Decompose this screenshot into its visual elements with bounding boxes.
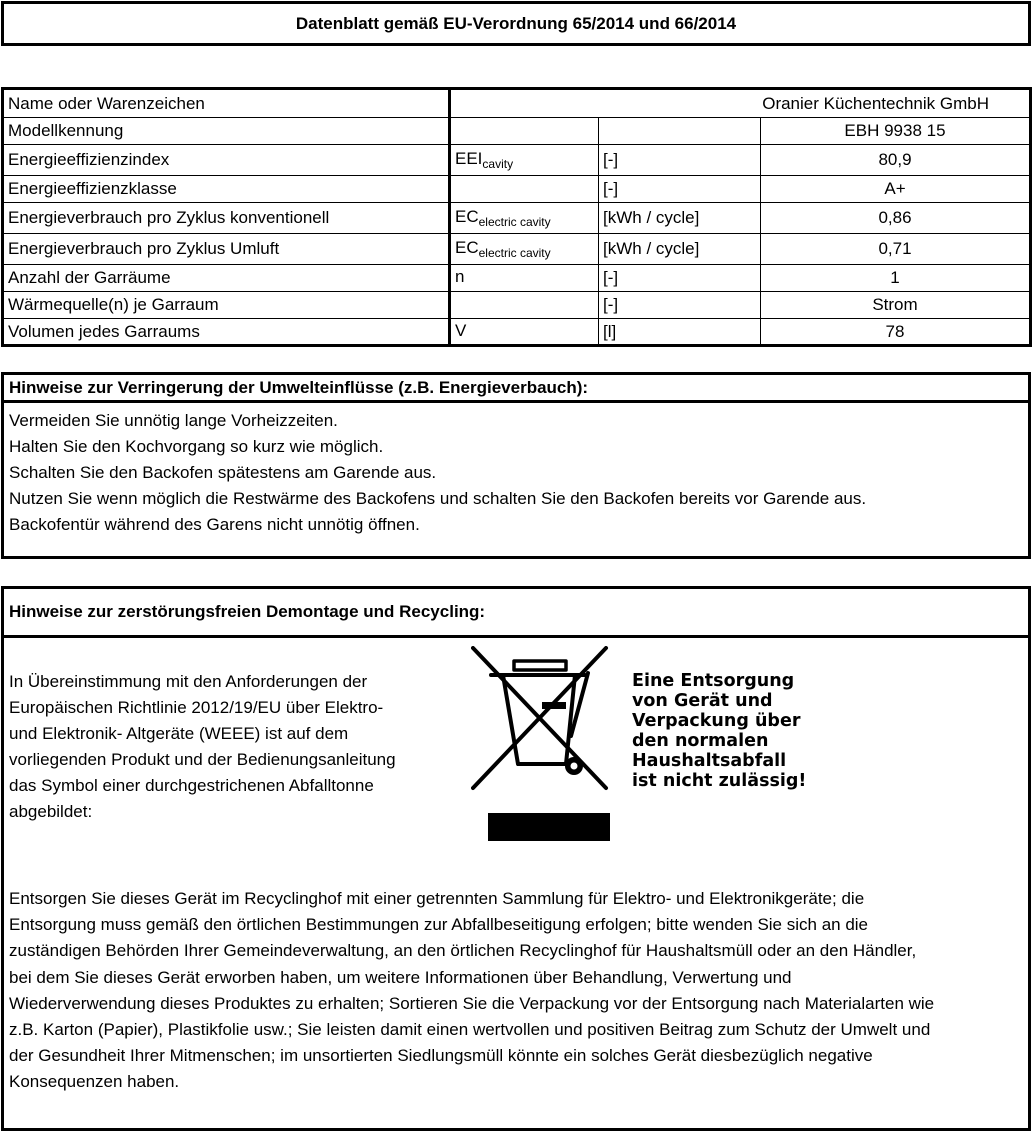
spec-unit: [-] xyxy=(599,145,761,176)
table-row xyxy=(3,265,1031,292)
spec-symbol: $EEI_{cavity}$ xyxy=(450,145,599,176)
spec-label: Energieverbrauch pro Zyklus Umluft xyxy=(3,234,450,265)
tip-line: Nutzen Sie wenn möglich die Restwärme des Backofens und schalten Sie den Backofen bereits vor Garende aus. xyxy=(9,489,867,508)
spec-symbol xyxy=(450,292,599,319)
disposal-paragraph: Entsorgen Sie dieses Gerät im Recyclinghof mit einer getrennten Sammlung für Elektro- und Elektronikgeräte; die Entsorgung muss gemäß den örtlichen Bestimmungen zur Abfallbeseitigung erfolgen; bitte wenden Sie sich an die zuständigen Behörden Ihrer Gemeindeverwaltung, an den örtlichen Recyclinghof für Haushaltsmüll oder an den Händler, bei dem Sie dieses Gerät erworben haben, um weitere Informationen über Behandlung, Verwertung und Wiederverwendung dieses Produktes zu erhalten; Sortieren Sie die Verpackung vor der Entsorgung nach Materialarten wie z.B. Karton (Papier), Plastikfolie usw.; Sie leisten damit einen wertvollen und positiven Beitrag zum Schutz der Umwelt und der Gesundheit Ihrer Mitmenschen; im unsortierten Siedlungsmüll könnte ein solches Gerät diesbezüglich negative Konsequenzen haben. xyxy=(9,889,935,1092)
spec-label: Energieverbrauch pro Zyklus konventionell xyxy=(3,203,450,234)
spec-value: 78 xyxy=(761,319,1031,346)
spec-label: Name oder Warenzeichen xyxy=(3,89,450,118)
spec-value: EBH 9938 15 xyxy=(761,118,1031,145)
table-row xyxy=(3,118,1031,145)
spec-symbol: $EC_{electric cavity}$ xyxy=(450,234,599,265)
table-row xyxy=(3,203,1031,234)
spec-symbol xyxy=(450,118,599,145)
table-row xyxy=(3,89,1031,118)
table-row xyxy=(3,292,1031,319)
spec-value: A+ xyxy=(761,176,1031,203)
spec-label: Energieeffizienzindex xyxy=(3,145,450,176)
spec-unit: [-] xyxy=(599,265,761,292)
spec-label: Energieeffizienzklasse xyxy=(3,176,450,203)
spec-symbol: V xyxy=(450,319,599,346)
spec-unit: [l] xyxy=(599,319,761,346)
spec-symbol: n xyxy=(450,265,599,292)
recycling-section xyxy=(1,586,1031,1131)
spec-label: Modellkennung xyxy=(3,118,450,145)
spec-value: 0,71 xyxy=(761,234,1031,265)
table-row xyxy=(3,145,1031,176)
weee-paragraph: In Übereinstimmung mit den Anforderungen der Europäischen Richtlinie 2012/19/EU über Elektro- und Elektronik- Altgeräte (WEEE) ist auf dem vorliegenden Produkt und der Bedienungsanleitung das Symbol einer durchgestrichenen Abfalltonne abgebildet: xyxy=(9,672,396,821)
spec-value: 80,9 xyxy=(761,145,1031,176)
recycling-heading: Hinweise zur zerstörungsfreien Demontage und Recycling: xyxy=(4,589,1028,638)
table-row xyxy=(3,234,1031,265)
document-title: Datenblatt gemäß EU-Verordnung 65/2014 und 66/2014 xyxy=(295,13,737,33)
spec-value: 1 xyxy=(761,265,1031,292)
environment-tips xyxy=(4,403,1028,538)
environment-section xyxy=(1,372,1031,559)
spec-unit: [-] xyxy=(599,176,761,203)
disposal-warning: Eine Entsorgung von Gerät und Verpackung über den normalen Haushaltsabfall ist nicht zulässig! xyxy=(632,671,807,791)
spec-symbol: $EC_{electric cavity}$ xyxy=(450,203,599,234)
spec-unit: [-] xyxy=(599,292,761,319)
brand-value: Oranier Küchentechnik GmbH xyxy=(450,89,1031,118)
spec-unit: [kWh / cycle] xyxy=(599,203,761,234)
spec-label: Wärmequelle(n) je Garraum xyxy=(3,292,450,319)
spec-label: Volumen jedes Garraums xyxy=(3,319,450,346)
title-box xyxy=(1,1,1031,46)
spec-unit: [kWh / cycle] xyxy=(599,234,761,265)
tip-line: Schalten Sie den Backofen spätestens am Garende aus. xyxy=(9,463,437,482)
table-row xyxy=(3,176,1031,203)
table-row xyxy=(3,319,1031,346)
environment-heading: Hinweise zur Verringerung der Umwelteinflüsse (z.B. Energieverbauch): xyxy=(4,375,1028,403)
tip-line: Backofentür während des Garens nicht unnötig öffnen. xyxy=(9,515,420,534)
tip-line: Halten Sie den Kochvorgang so kurz wie möglich. xyxy=(9,437,384,456)
spec-label: Anzahl der Garräume xyxy=(3,265,450,292)
spec-value: Strom xyxy=(761,292,1031,319)
crossed-out-wheelie-bin-icon xyxy=(471,646,621,846)
spec-table xyxy=(1,87,1032,347)
spec-unit xyxy=(599,118,761,145)
spec-value: 0,86 xyxy=(761,203,1031,234)
spec-symbol xyxy=(450,176,599,203)
tip-line: Vermeiden Sie unnötig lange Vorheizzeiten. xyxy=(9,411,338,430)
